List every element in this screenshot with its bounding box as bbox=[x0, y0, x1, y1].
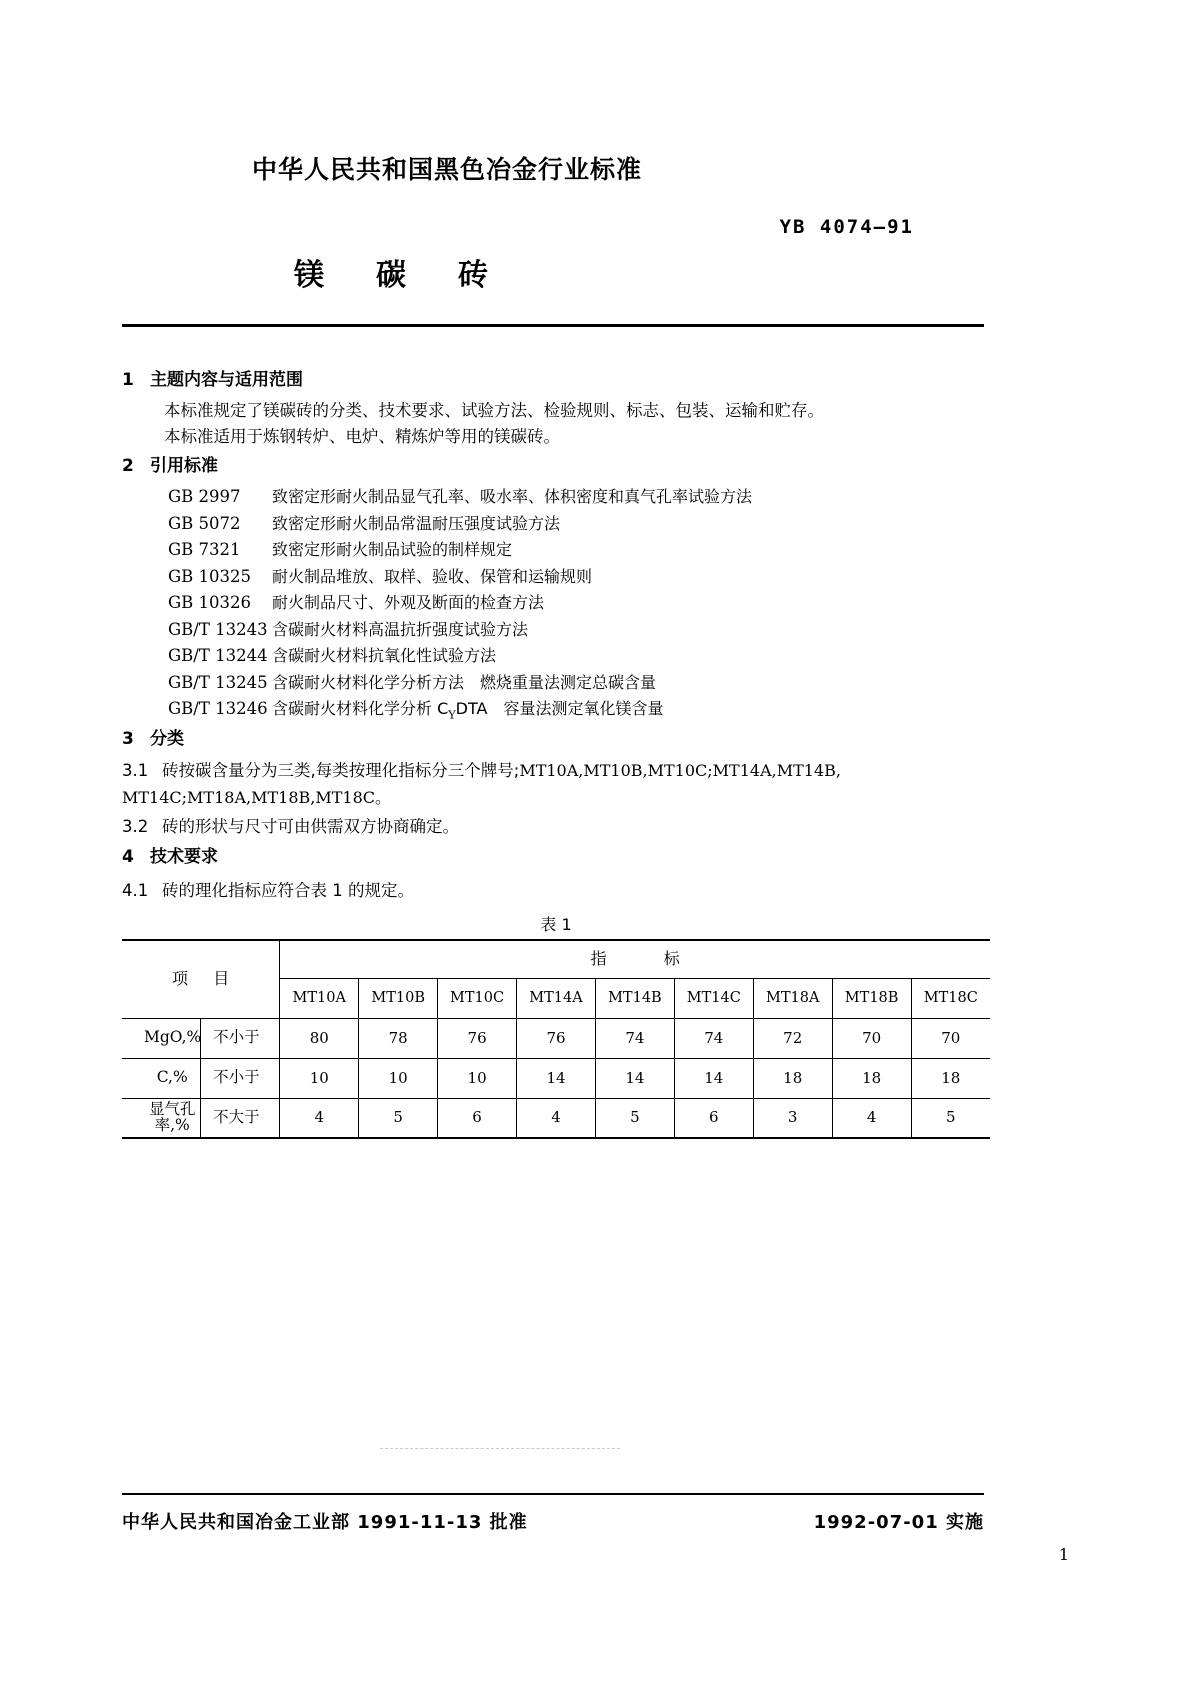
table-row-limit: 不小于 bbox=[201, 1018, 280, 1058]
section-4-title: 技术要求 bbox=[150, 846, 218, 867]
clause-4-1-text: 砖的理化指标应符合表 1 的规定。 bbox=[162, 880, 414, 900]
table-grade-header: MT10B bbox=[359, 978, 438, 1018]
table-grade-header: MT10A bbox=[280, 978, 359, 1018]
table-cell-value: 70 bbox=[911, 1018, 990, 1058]
table-header-row-top bbox=[122, 940, 990, 978]
table-cell-value: 76 bbox=[517, 1018, 596, 1058]
table-grade-header: MT14A bbox=[517, 978, 596, 1018]
reference-title: 耐火制品堆放、取样、验收、保管和运输规则 bbox=[272, 566, 593, 586]
clause-3-1-grades-line1: MT10A,MT10B,MT10C;MT14A,MT14B, bbox=[519, 760, 841, 780]
section-4-number: 4 bbox=[122, 846, 134, 867]
section-3-number: 3 bbox=[122, 728, 134, 749]
clause-3-1-text: 砖按碳含量分为三类,每类按理化指标分三个牌号; bbox=[162, 760, 520, 780]
table-header-item: 项 目 bbox=[122, 940, 280, 1018]
table-row bbox=[122, 1018, 990, 1058]
table-cell-value: 10 bbox=[280, 1058, 359, 1098]
reference-title: 含碳耐火材料抗氧化性试验方法 bbox=[272, 646, 497, 665]
table-grade-header: MT14C bbox=[674, 978, 753, 1018]
table-cell-value: 6 bbox=[438, 1098, 517, 1138]
table-cell-value: 74 bbox=[595, 1018, 674, 1058]
table-grade-header: MT10C bbox=[438, 978, 517, 1018]
reference-id: GB/T 13246 bbox=[168, 699, 268, 718]
table-cell-value: 10 bbox=[359, 1058, 438, 1098]
reference-title: 含碳耐火材料高温抗折强度试验方法 bbox=[272, 619, 529, 639]
table-cell-value: 5 bbox=[359, 1098, 438, 1138]
reference-id: GB/T 13245 bbox=[168, 672, 268, 692]
table-cell-value: 70 bbox=[832, 1018, 911, 1058]
table-caption: 表 1 bbox=[540, 915, 572, 935]
footer-approval-text: 中华人民共和国冶金工业部 1991-11-13 批准 bbox=[122, 1512, 528, 1533]
reference-title: 致密定形耐火制品常温耐压强度试验方法 bbox=[272, 513, 561, 533]
reference-item bbox=[122, 513, 990, 533]
clause-3-2 bbox=[122, 814, 990, 840]
reference-standards-list bbox=[122, 489, 990, 721]
clause-3-1 bbox=[122, 758, 990, 784]
table-grade-header: MT18B bbox=[832, 978, 911, 1018]
table-cell-value: 5 bbox=[911, 1098, 990, 1138]
table-cell-value: 14 bbox=[674, 1058, 753, 1098]
section-1-heading bbox=[122, 372, 990, 389]
table-cell-value: 74 bbox=[674, 1018, 753, 1058]
reference-title: 含碳耐火材料化学分析方法 燃烧重量法测定总碳含量 bbox=[272, 672, 657, 692]
reference-title-before: 含碳耐火材料化学分析 C bbox=[272, 699, 449, 718]
table-cell-value: 5 bbox=[595, 1098, 674, 1138]
section-1-paragraph-2: 本标准适用于炼钢转炉、电炉、精炼炉等用的镁碳砖。 bbox=[164, 426, 560, 446]
table-cell-value: 3 bbox=[753, 1098, 832, 1138]
section-4-heading bbox=[122, 846, 990, 867]
reference-item bbox=[122, 701, 990, 721]
reference-item bbox=[122, 619, 990, 639]
reference-title: 致密定形耐火制品显气孔率、吸水率、体积密度和真气孔率试验方法 bbox=[272, 487, 753, 506]
table-cell-value: 4 bbox=[517, 1098, 596, 1138]
table-row bbox=[122, 1058, 990, 1098]
reference-item bbox=[122, 489, 990, 506]
reference-item bbox=[122, 542, 990, 559]
reference-id: GB 5072 bbox=[168, 513, 241, 533]
table-cell-value: 76 bbox=[438, 1018, 517, 1058]
table-header-index: 指 标 bbox=[280, 940, 990, 978]
clause-3-2-number: 3.2 bbox=[122, 817, 149, 837]
table-row-limit: 不小于 bbox=[201, 1058, 280, 1098]
issuing-organization-title: 中华人民共和国黑色冶金行业标准 bbox=[252, 155, 643, 184]
document-header bbox=[122, 150, 984, 294]
reference-id: GB 10325 bbox=[168, 566, 252, 586]
section-2-title: 引用标准 bbox=[150, 456, 218, 476]
clause-4-1-number: 4.1 bbox=[122, 880, 149, 900]
document-body bbox=[122, 372, 990, 1139]
table-cell-value: 4 bbox=[280, 1098, 359, 1138]
reference-id: GB 2997 bbox=[168, 487, 241, 506]
footer-effective-text: 1992-07-01 实施 bbox=[813, 1512, 984, 1533]
table-cell-value: 6 bbox=[674, 1098, 753, 1138]
section-1-title: 主题内容与适用范围 bbox=[150, 370, 303, 390]
reference-subscript: Y bbox=[448, 708, 456, 722]
reference-item bbox=[122, 595, 990, 612]
document-footer bbox=[122, 1508, 984, 1534]
table-cell-value: 18 bbox=[832, 1058, 911, 1098]
table-row-limit: 不大于 bbox=[201, 1098, 280, 1138]
section-3-heading bbox=[122, 728, 990, 749]
table-grade-header: MT18C bbox=[911, 978, 990, 1018]
reference-id: GB 10326 bbox=[168, 593, 252, 612]
table-cell-value: 18 bbox=[753, 1058, 832, 1098]
table-cell-value: 78 bbox=[359, 1018, 438, 1058]
section-3-title: 分类 bbox=[150, 728, 184, 749]
table-cell-value: 14 bbox=[595, 1058, 674, 1098]
reference-item bbox=[122, 648, 990, 665]
standard-subject-title: 镁碳砖 bbox=[294, 258, 540, 293]
header-divider-rule bbox=[122, 324, 984, 327]
standard-code: YB 4074—91 bbox=[779, 216, 914, 238]
section-1-paragraph-1: 本标准规定了镁碳砖的分类、技术要求、试验方法、检验规则、标志、包装、运输和贮存。 bbox=[164, 401, 824, 420]
footer-divider-rule bbox=[122, 1493, 984, 1495]
specification-table bbox=[122, 939, 990, 1139]
section-1-number: 1 bbox=[122, 370, 134, 390]
reference-id: GB/T 13244 bbox=[168, 646, 268, 665]
section-2-number: 2 bbox=[122, 456, 134, 476]
clause-4-1 bbox=[122, 878, 990, 904]
table-grade-header: MT14B bbox=[595, 978, 674, 1018]
clause-3-1-number: 3.1 bbox=[122, 760, 149, 780]
section-2-heading bbox=[122, 458, 990, 475]
table-cell-value: 18 bbox=[911, 1058, 990, 1098]
table-cell-value: 10 bbox=[438, 1058, 517, 1098]
reference-id: GB 7321 bbox=[168, 540, 241, 559]
page-number: 1 bbox=[1058, 1545, 1069, 1564]
reference-title-after: DTA 容量法测定氧化镁含量 bbox=[455, 699, 664, 718]
fold-mark bbox=[380, 1448, 620, 1449]
table-row-item: MgO,% bbox=[122, 1018, 201, 1058]
clause-3-1-grades-line2: MT14C;MT18A,MT18B,MT18C。 bbox=[122, 788, 392, 808]
reference-item bbox=[122, 672, 990, 692]
reference-item bbox=[122, 566, 990, 586]
reference-title: 致密定形耐火制品试验的制样规定 bbox=[272, 540, 513, 559]
clause-3-2-text: 砖的形状与尺寸可由供需双方协商确定。 bbox=[162, 817, 459, 837]
reference-title: 耐火制品尺寸、外观及断面的检查方法 bbox=[272, 593, 545, 612]
table-row-item: C,% bbox=[122, 1058, 201, 1098]
table-cell-value: 14 bbox=[517, 1058, 596, 1098]
table-cell-value: 4 bbox=[832, 1098, 911, 1138]
reference-id: GB/T 13243 bbox=[168, 619, 268, 639]
table-cell-value: 72 bbox=[753, 1018, 832, 1058]
table-cell-value: 80 bbox=[280, 1018, 359, 1058]
table-grade-header: MT18A bbox=[753, 978, 832, 1018]
table-row bbox=[122, 1098, 990, 1138]
table-row-item: 显气孔率,% bbox=[122, 1098, 201, 1138]
